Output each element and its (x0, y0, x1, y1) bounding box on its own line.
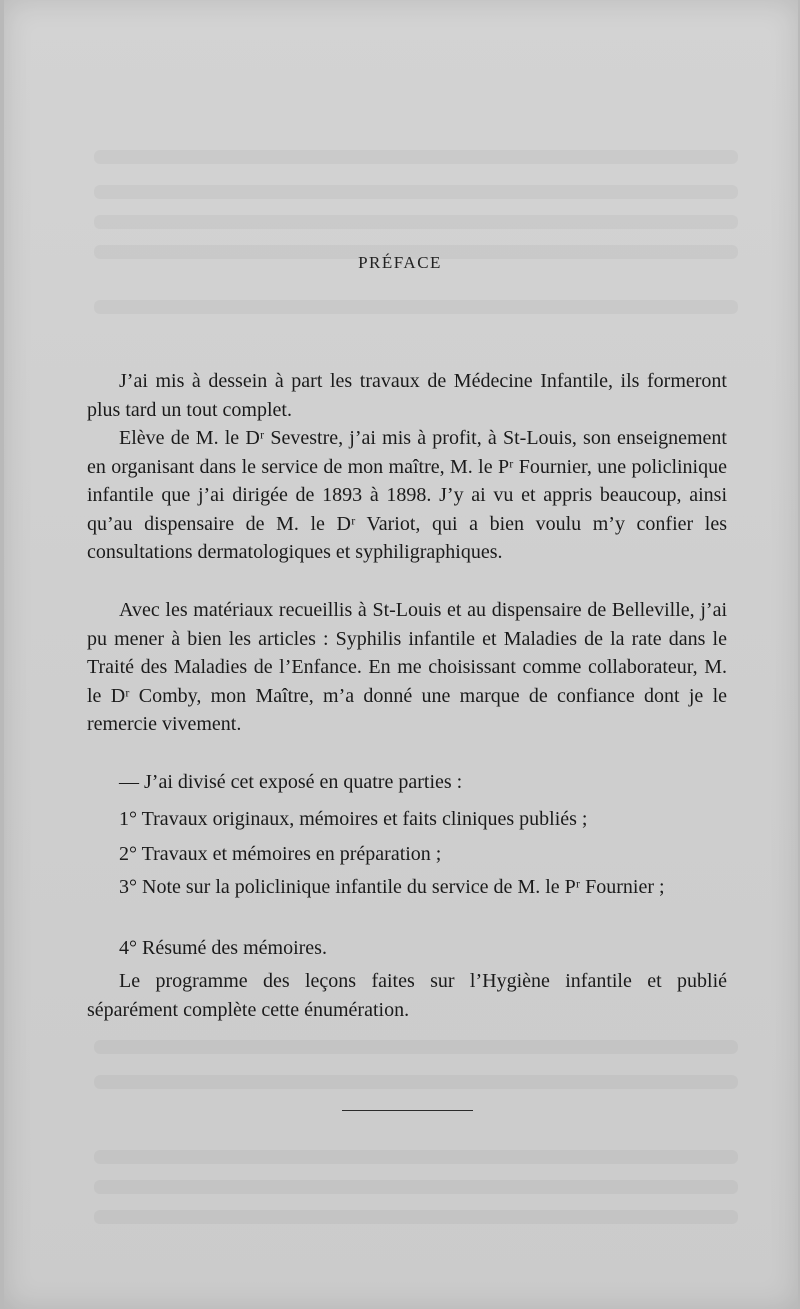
paragraph-programme: Le programme des leçons faites sur l’Hygiène infantile et publié séparément complète cette énumération. (87, 970, 727, 1021)
show-through-line (94, 300, 738, 314)
paragraph-intro: J’ai mis à dessein à part les travaux de Médecine Infantile, ils formeront plus tard un tout complet. (87, 370, 727, 421)
show-through-line (94, 1180, 738, 1194)
list-item-4: 4° Résumé des mémoires. (119, 937, 327, 959)
show-through-line (94, 1150, 738, 1164)
show-through-line (94, 150, 738, 164)
list-item-1: 1° Travaux originaux, mémoires et faits cliniques publiés ; (119, 808, 588, 830)
show-through-line (94, 1075, 738, 1089)
paragraph-division: — J’ai divisé cet exposé en quatre parties : (119, 771, 463, 793)
page-title: PRÉFACE (358, 253, 442, 272)
show-through-line (94, 215, 738, 229)
paragraph-eleve: Elève de M. le Dʳ Sevestre, j’ai mis à profit, à St-Louis, son enseignement en organisant dans le service de mon maître, M. le Pʳ Fournier, une policlinique infantile que j’ai dirigée de 1893 à 1898. J’y ai vu et appris beaucoup, ainsi qu’au dispensaire de M. le Dʳ Variot, qui a bien voulu m’y confier les consultations dermatologiques et syphiligraphiques. (87, 427, 727, 564)
list-item-2: 2° Travaux et mémoires en préparation ; (119, 843, 442, 865)
show-through-line (94, 185, 738, 199)
show-through-line (94, 1210, 738, 1224)
show-through-line (94, 1040, 738, 1054)
closing-rule (342, 1110, 473, 1111)
list-item-3: 3° Note sur la policlinique infantile du service de M. le Pʳ Fournier ; (119, 876, 665, 898)
paragraph-materiaux: Avec les matériaux recueillis à St-Louis et au dispensaire de Belleville, j’ai pu mener à bien les articles : Syphilis infantile et Maladies de la rate dans le Traité des Maladies de l’Enfance. En me choisissant comme collaborateur, M. le Dʳ Comby, mon Maître, m’a donné une marque de confiance dont je le remercie vivement. (87, 599, 727, 736)
